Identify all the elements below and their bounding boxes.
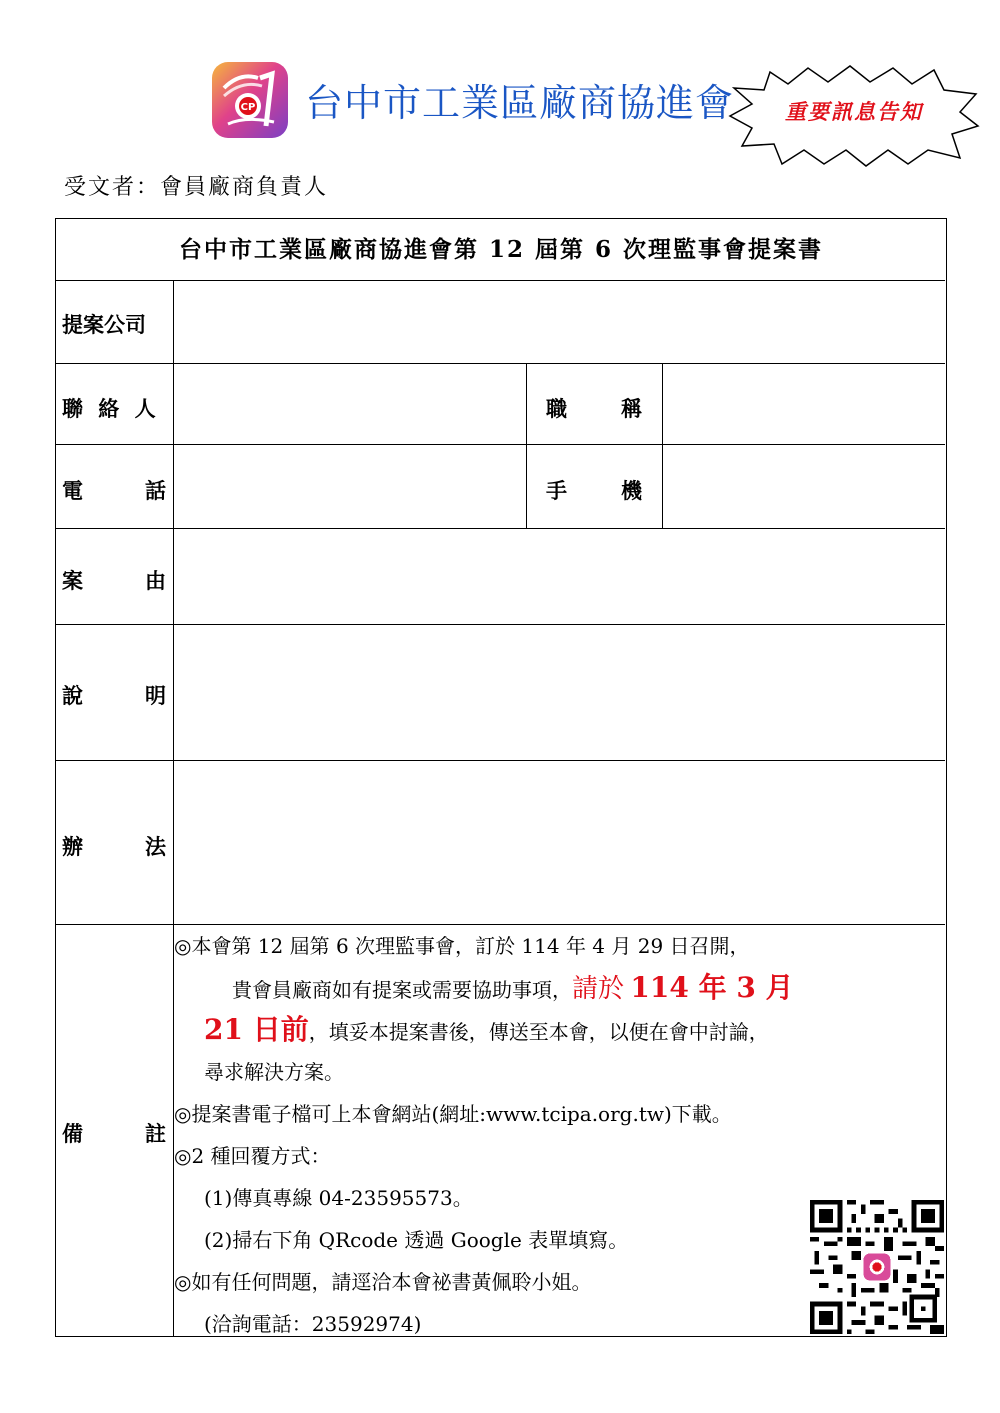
qr-code[interactable] [810,1200,944,1334]
label-description: 說 明 [62,683,166,708]
column-divider [526,363,527,528]
notice-badge-text: 重要訊息告知 [785,99,923,124]
row-divider [56,624,945,625]
note-line: 尋求解決方案。 [204,1060,344,1084]
note-line: (1)傳真專線 04-23595573。 [204,1186,473,1210]
row-divider [56,280,945,281]
label-proposing-company: 提案公司 [62,312,146,337]
note-line: (洽詢電話：23592974) [204,1312,422,1336]
subject-field[interactable] [176,531,942,622]
recipient-line: 受文者：會員廠商負責人 [64,175,329,200]
row-divider [56,760,945,761]
label-phone: 電 話 [62,478,166,503]
note-line: 21 日前，填妥本提案書後，傳送至本會，以便在會中討論， [204,1013,769,1046]
row-divider [56,528,945,529]
label-job-title: 職 稱 [546,396,642,421]
note-line: ◎如有任何問題，請逕洽本會祕書黃佩聆小姐。 [174,1270,592,1294]
company-field[interactable] [176,283,942,361]
note-line: 貴會員廠商如有提案或需要協助事項，請於 114 年 3 月 [232,971,794,1004]
description-field[interactable] [176,627,942,758]
form-title: 台中市工業區廠商協進會第 12 屆第 6 次理監事會提案書 [178,236,824,263]
method-field[interactable] [176,763,942,922]
association-logo [210,60,290,140]
proposal-form [55,218,947,1337]
note-line: ◎2 種回覆方式： [174,1144,331,1168]
label-mobile: 手 機 [546,478,642,503]
column-divider [662,363,663,528]
label-method: 辦 法 [62,834,166,859]
website-link[interactable]: ◎提案書電子檔可上本會網站(網址:www.tcipa.org.tw)下載。 [174,1102,732,1126]
note-line: (2)掃右下角 QRcode 透過 Google 表單填寫。 [204,1228,629,1252]
label-subject: 案 由 [62,568,166,593]
svg-text:CP: CP [240,102,256,113]
label-remarks: 備 註 [62,1121,166,1146]
mobile-field[interactable] [665,447,943,526]
contact-person-field[interactable] [176,366,524,442]
job-title-field[interactable] [665,366,943,442]
note-line: ◎本會第 12 屆第 6 次理監事會，訂於 114 年 4 月 29 日召開， [174,934,750,958]
phone-field[interactable] [176,447,524,526]
note-line [174,1093,939,1135]
label-contact-person: 聯 絡 人 [62,396,160,421]
row-divider [56,363,945,364]
row-divider [56,444,945,445]
organization-name: 台中市工業區廠商協進會 [305,81,735,125]
